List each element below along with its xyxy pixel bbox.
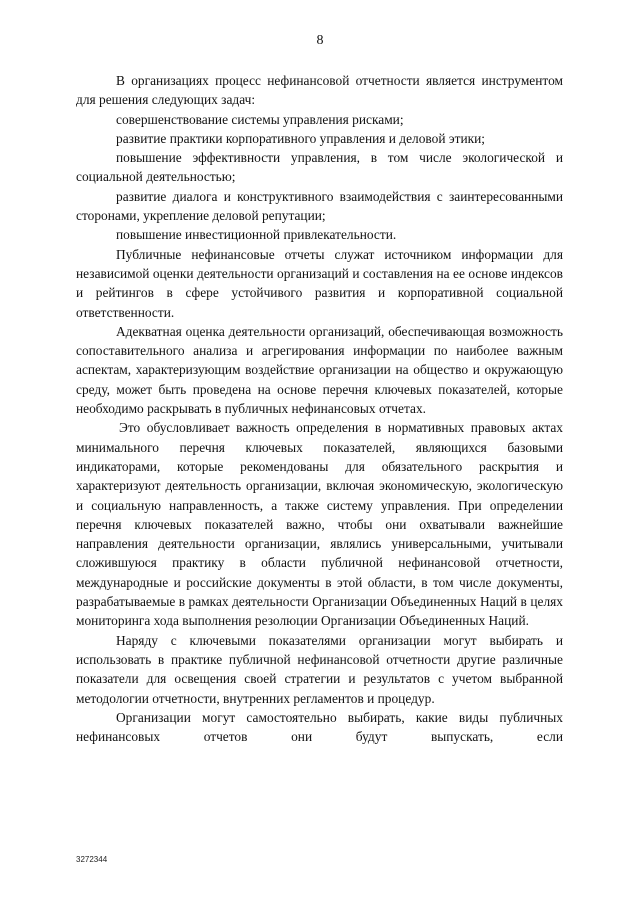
task-item-stakeholder-dialogue: развитие диалога и конструктивного взаимодействия с заинтересованными сторонами, укрепление деловой репутации; xyxy=(76,188,563,224)
paragraph-other-indicators: Наряду с ключевыми показателями организации могут выбирать и использовать в практике публичной нефинансовой отчетности другие различные показатели для освещения своей стратегии и результатов с учетом выбранной методологии отчетности, внутренних регламентов и процедур. xyxy=(76,632,563,706)
paragraph-report-types: Организации могут самостоятельно выбирать, какие виды публичных нефинансовых отчетов они будут выпускать, если xyxy=(76,709,563,745)
page-number: 8 xyxy=(316,33,324,48)
task-item-corporate-governance: развитие практики корпоративного управления и деловой этики; xyxy=(116,130,486,146)
task-item-management-efficiency: повышение эффективности управления, в том числе экологической и социальной деятельностью; xyxy=(76,150,563,185)
paragraph-intro: В организациях процесс нефинансовой отчетности является инструментом для решения следующих задач: xyxy=(76,73,563,108)
document-code: 3272344 xyxy=(76,855,108,864)
task-item-investment-attractiveness: повышение инвестиционной привлекательности. xyxy=(116,227,397,243)
task-item-risk-management: совершенствование системы управления рисками; xyxy=(116,111,404,127)
paragraph-key-indicators: Это обусловливает важность определения в нормативных правовых актах минимального перечня ключевых показателей, являющихся базовыми индикаторами, которые рекомендованы для обязательного раскрытия и характеризуют деятельность организации, включая экономическую, экологическую и социальную направленность, а также систему управления. При определении перечня ключевых показателей важно, чтобы они охватывали важнейшие направления деятельности организации, являлись универсальными, учитывали сложившуюся практику в области публичной нефинансовой отчетности, международные и российские документы в этой области, в том числе документы, разрабатываемые в рамках деятельности Организации Объединенных Наций в целях мониторинга хода выполнения резолюции Организации Объединенных Наций. xyxy=(76,420,563,629)
paragraph-adequate-assessment: Адекватная оценка деятельности организаций, обеспечивающая возможность сопоставительного анализа и агрегирования информации по наиболее важным аспектам, характеризующим воздействие организации на общество и окружающую среду, может быть проведена на основе перечня ключевых показателей, которые необходимо раскрывать в публичных нефинансовых отчетах. xyxy=(76,323,563,417)
document-body xyxy=(76,71,563,746)
paragraph-public-reports: Публичные нефинансовые отчеты служат источником информации для независимой оценки деятельности организаций и составления на ее основе индексов и рейтингов в сфере устойчивого развития и корпоративной социальной ответственности. xyxy=(76,246,563,320)
